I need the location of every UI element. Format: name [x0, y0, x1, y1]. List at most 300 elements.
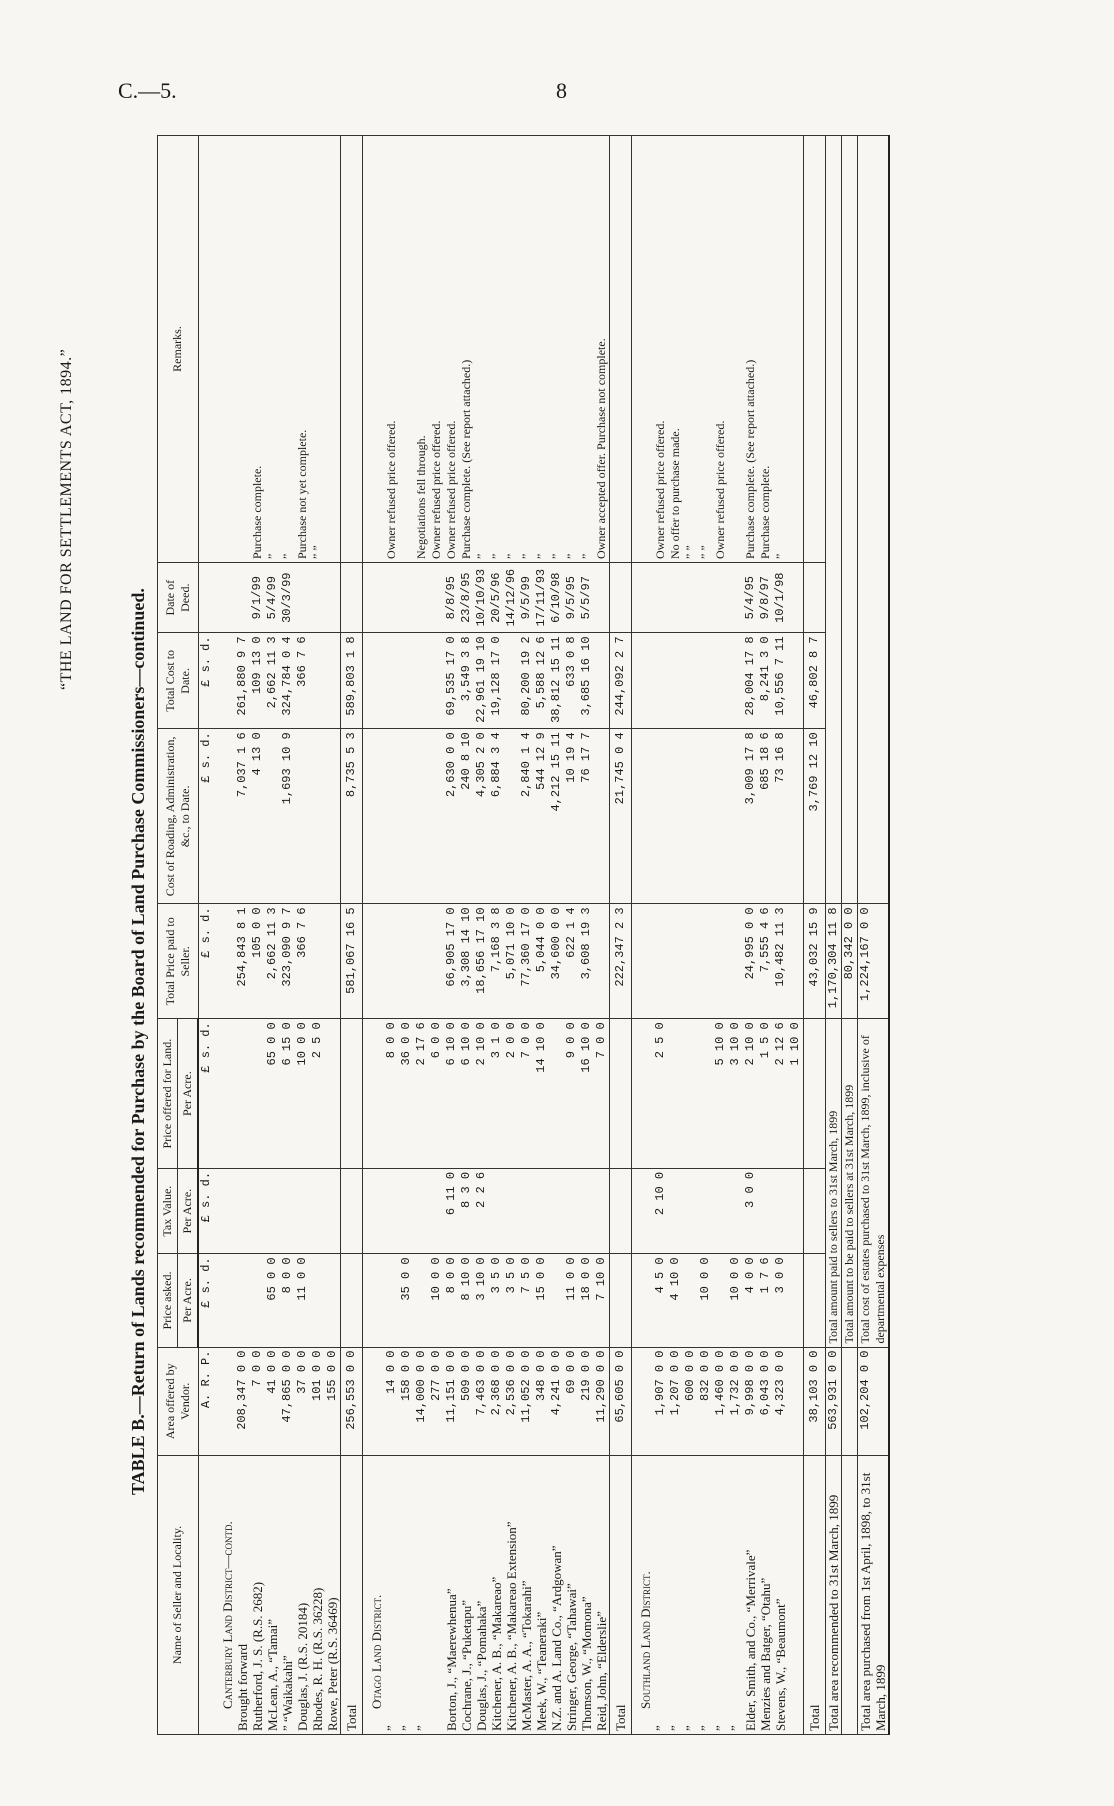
- total-price-cell: [325, 904, 341, 1019]
- price-asked-cell: [549, 1254, 564, 1347]
- date-deed-cell: 10/10/93: [474, 563, 489, 633]
- total-cost-cell: 366 7 6: [295, 633, 310, 729]
- total-cost-cell: [594, 633, 610, 729]
- act-title: “THE LAND FOR SETTLEMENTS ACT, 1894.”: [58, 348, 75, 690]
- tax-value-cell: [594, 1168, 610, 1253]
- price-offered-cell: 36 0 0: [399, 1019, 414, 1169]
- total-row: [341, 136, 363, 1735]
- tax-value-cell: [384, 1168, 399, 1253]
- total-price-cell: [384, 904, 399, 1019]
- seller-name: N.Z. and A. Land Co., “Ardgowan”: [549, 1456, 564, 1735]
- area-cell: 1,732 0 0: [728, 1347, 743, 1455]
- price-asked-cell: 18 0 0: [579, 1254, 594, 1347]
- price-offered-cell: 6 10 0: [459, 1019, 474, 1169]
- date-deed-cell: 6/10/98: [549, 563, 564, 633]
- area-cell: 1,907 0 0: [653, 1347, 668, 1455]
- total-price-cell: 222,347 2 3: [610, 904, 632, 1019]
- total-price-cell: [698, 904, 713, 1019]
- cost-roading-cell: [265, 729, 280, 904]
- price-offered-cell: 2 0 0: [504, 1019, 519, 1169]
- date-deed-cell: 17/11/93: [534, 563, 549, 633]
- table-row: [310, 136, 325, 1735]
- seller-name: ” “Waikakahi”: [280, 1456, 295, 1735]
- total-cost-cell: 589,803 1 8: [341, 633, 363, 729]
- date-deed-cell: 23/8/95: [459, 563, 474, 633]
- seller-name: Borton, J., “Maerewhenua”: [444, 1456, 459, 1735]
- price-asked-cell: 8 0 0: [444, 1254, 459, 1347]
- total-price-cell: 366 7 6: [295, 904, 310, 1019]
- area-cell: [214, 1347, 235, 1455]
- seller-name: Elder, Smith, and Co., “Merrivale”: [743, 1456, 758, 1735]
- col-date-deed: Date of Deed.: [158, 563, 199, 633]
- table-row: [474, 136, 489, 1735]
- tax-value-cell: 2 10 0: [653, 1168, 668, 1253]
- total-cost-cell: 3,549 3 8: [459, 633, 474, 729]
- total-cost-cell: [214, 633, 235, 729]
- seller-name: ”: [713, 1456, 728, 1735]
- area-cell: 7 0 0: [250, 1347, 265, 1455]
- price-asked-cell: 7 5 0: [519, 1254, 534, 1347]
- table-row: [773, 136, 788, 1735]
- remarks-cell: Owner accepted offer. Purchase not complete.: [594, 136, 610, 563]
- price-asked-cell: [214, 1254, 235, 1347]
- grand-total-area: [842, 1347, 858, 1455]
- price-asked-cell: [788, 1254, 804, 1347]
- table-row: [594, 136, 610, 1735]
- price-offered-cell: 14 10 0: [534, 1019, 549, 1169]
- remarks-cell: ”: [549, 136, 564, 563]
- tax-value-cell: [265, 1168, 280, 1253]
- tax-value-cell: [713, 1168, 728, 1253]
- seller-name: Kitchener, A. B., “Makareao”: [489, 1456, 504, 1735]
- tax-value-cell: [341, 1168, 363, 1253]
- price-asked-cell: 4 10 0: [668, 1254, 683, 1347]
- total-price-cell: [668, 904, 683, 1019]
- table-row: [698, 136, 713, 1735]
- table-row: [295, 136, 310, 1735]
- price-asked-cell: 8 10 0: [459, 1254, 474, 1347]
- table-row: [459, 136, 474, 1735]
- grand-total-value: 1,170,304 11 8: [826, 904, 842, 1019]
- unit-money: £ s. d.: [198, 904, 214, 1019]
- cost-roading-cell: [698, 729, 713, 904]
- cost-roading-cell: 10 19 4: [564, 729, 579, 904]
- cost-roading-cell: [728, 729, 743, 904]
- unit-money: £ s. d.: [198, 1254, 214, 1347]
- price-offered-cell: 9 0 0: [564, 1019, 579, 1169]
- area-cell: 600 0 0: [683, 1347, 698, 1455]
- remarks-cell: Purchase complete. (See report attached.): [743, 136, 758, 563]
- tax-value-cell: [399, 1168, 414, 1253]
- price-asked-cell: [363, 1254, 385, 1347]
- total-price-cell: [429, 904, 444, 1019]
- seller-name: Kitchener, A. B., “Makareao Extension”: [504, 1456, 519, 1735]
- total-price-cell: [310, 904, 325, 1019]
- remarks-cell: Owner refused price offered.: [444, 136, 459, 563]
- total-price-cell: 3,308 14 10: [459, 904, 474, 1019]
- price-asked-cell: [235, 1254, 250, 1347]
- area-cell: 41 0 0: [265, 1347, 280, 1455]
- total-price-cell: 254,843 8 1: [235, 904, 250, 1019]
- price-asked-cell: [310, 1254, 325, 1347]
- col-total-price: Total Price paid to Seller.: [158, 904, 199, 1019]
- date-deed-cell: [235, 563, 250, 633]
- grand-total-value: 1,224,167 0 0: [858, 904, 890, 1019]
- total-price-cell: [728, 904, 743, 1019]
- tax-value-cell: [295, 1168, 310, 1253]
- date-deed-cell: [683, 563, 698, 633]
- date-deed-cell: [594, 563, 610, 633]
- cost-roading-cell: 76 17 7: [579, 729, 594, 904]
- empty-cell: [858, 136, 890, 904]
- cost-roading-cell: 3,009 17 8: [743, 729, 758, 904]
- seller-name: McLean, A., “Tamai”: [265, 1456, 280, 1735]
- col-per-acre: Per Acre.: [178, 1019, 199, 1169]
- total-price-cell: 7,168 3 8: [489, 904, 504, 1019]
- area-cell: 101 0 0: [310, 1347, 325, 1455]
- return-table: [157, 135, 890, 1735]
- area-cell: 208,347 0 0: [235, 1347, 250, 1455]
- price-asked-cell: [632, 1254, 654, 1347]
- area-cell: 14 0 0: [384, 1347, 399, 1455]
- remarks-cell: [363, 136, 385, 563]
- total-cost-cell: [713, 633, 728, 729]
- district-heading-row: [363, 136, 385, 1735]
- area-cell: 11,151 0 0: [444, 1347, 459, 1455]
- remarks-cell: [804, 136, 826, 563]
- tax-value-cell: [632, 1168, 654, 1253]
- total-cost-cell: 244,092 2 7: [610, 633, 632, 729]
- date-deed-cell: [414, 563, 429, 633]
- total-cost-cell: 19,128 17 0: [489, 633, 504, 729]
- tax-value-cell: [250, 1168, 265, 1253]
- total-cost-cell: 109 13 0: [250, 633, 265, 729]
- remarks-cell: ”: [265, 136, 280, 563]
- table-row: [325, 136, 341, 1735]
- date-deed-cell: [788, 563, 804, 633]
- cost-roading-cell: [325, 729, 341, 904]
- price-offered-cell: [250, 1019, 265, 1169]
- col-price-asked: Price asked.: [158, 1254, 178, 1347]
- price-asked-cell: 3 5 0: [504, 1254, 519, 1347]
- remarks-cell: ”: [504, 136, 519, 563]
- price-asked-cell: [325, 1254, 341, 1347]
- price-offered-cell: 1 10 0: [788, 1019, 804, 1169]
- cost-roading-cell: 21,745 0 4: [610, 729, 632, 904]
- cost-roading-cell: [668, 729, 683, 904]
- total-cost-cell: [325, 633, 341, 729]
- area-cell: 14,000 0 0: [414, 1347, 429, 1455]
- total-price-cell: [363, 904, 385, 1019]
- cost-roading-cell: 240 8 10: [459, 729, 474, 904]
- seller-name: Canterbury Land District—contd.: [214, 1456, 235, 1735]
- grand-total-label: [842, 1456, 858, 1735]
- cost-roading-cell: [295, 729, 310, 904]
- seller-name: Total: [341, 1456, 363, 1735]
- cost-roading-cell: [683, 729, 698, 904]
- price-asked-cell: [414, 1254, 429, 1347]
- total-cost-cell: [683, 633, 698, 729]
- area-cell: 277 0 0: [429, 1347, 444, 1455]
- seller-name: ”: [728, 1456, 743, 1735]
- area-cell: 6,043 0 0: [758, 1347, 773, 1455]
- grand-total-label: Total area purchased from 1st April, 1898, to 31st March, 1899: [858, 1456, 890, 1735]
- date-deed-cell: 9/8/97: [758, 563, 773, 633]
- area-cell: [363, 1347, 385, 1455]
- remarks-cell: ” ”: [310, 136, 325, 563]
- tax-value-cell: 3 0 0: [743, 1168, 758, 1253]
- price-asked-cell: 3 10 0: [474, 1254, 489, 1347]
- date-deed-cell: [295, 563, 310, 633]
- seller-name: ”: [668, 1456, 683, 1735]
- grand-total-description: Total cost of estates purchased to 31st March, 1899, inclusive of departmental expenses: [858, 1019, 890, 1347]
- table-row: [564, 136, 579, 1735]
- area-cell: 11,052 0 0: [519, 1347, 534, 1455]
- empty-cell: [826, 136, 842, 904]
- area-cell: 348 0 0: [534, 1347, 549, 1455]
- tax-value-cell: [804, 1168, 826, 1253]
- tax-value-cell: [758, 1168, 773, 1253]
- seller-name: Total: [804, 1456, 826, 1735]
- cost-roading-cell: 685 18 6: [758, 729, 773, 904]
- price-offered-cell: [683, 1019, 698, 1169]
- cost-roading-cell: [788, 729, 804, 904]
- remarks-cell: Owner refused price offered.: [429, 136, 444, 563]
- tax-value-cell: [579, 1168, 594, 1253]
- cost-roading-cell: [384, 729, 399, 904]
- grand-total-description: Total amount to be paid to sellers at 31st March, 1899: [842, 1019, 858, 1347]
- tax-value-cell: [698, 1168, 713, 1253]
- remarks-cell: [788, 136, 804, 563]
- seller-name: Southland Land District.: [632, 1456, 654, 1735]
- grand-total-row: [826, 136, 842, 1735]
- price-offered-cell: [698, 1019, 713, 1169]
- date-deed-cell: 20/5/96: [489, 563, 504, 633]
- area-cell: 38,103 0 0: [804, 1347, 826, 1455]
- price-offered-cell: 2 17 6: [414, 1019, 429, 1169]
- table-row: [265, 136, 280, 1735]
- cost-roading-cell: [363, 729, 385, 904]
- date-deed-cell: 10/1/98: [773, 563, 788, 633]
- tax-value-cell: [788, 1168, 804, 1253]
- remarks-cell: Purchase complete.: [758, 136, 773, 563]
- total-row: [804, 136, 826, 1735]
- total-cost-cell: [384, 633, 399, 729]
- total-price-cell: [653, 904, 668, 1019]
- area-cell: [788, 1347, 804, 1455]
- table-row: [414, 136, 429, 1735]
- price-offered-cell: 6 0 0: [429, 1019, 444, 1169]
- date-deed-cell: 9/5/95: [564, 563, 579, 633]
- table-row: [653, 136, 668, 1735]
- total-price-cell: 3,608 19 3: [579, 904, 594, 1019]
- remarks-cell: [214, 136, 235, 563]
- cost-roading-cell: [632, 729, 654, 904]
- col-name: Name of Seller and Locality.: [158, 1456, 199, 1735]
- total-price-cell: 105 0 0: [250, 904, 265, 1019]
- area-cell: 1,207 0 0: [668, 1347, 683, 1455]
- seller-name: Menzies and Batger, “Otahu”: [758, 1456, 773, 1735]
- price-asked-cell: 10 0 0: [728, 1254, 743, 1347]
- date-deed-cell: [325, 563, 341, 633]
- price-offered-cell: [632, 1019, 654, 1169]
- seller-name: Rutherford, J. S. (R.S. 2682): [250, 1456, 265, 1735]
- remarks-cell: ”: [474, 136, 489, 563]
- table-row: [250, 136, 265, 1735]
- price-offered-cell: 3 1 0: [489, 1019, 504, 1169]
- price-offered-cell: 7 0 0: [594, 1019, 610, 1169]
- date-deed-cell: [804, 563, 826, 633]
- grand-total-area: 102,204 0 0: [858, 1347, 890, 1455]
- area-cell: 9,998 0 0: [743, 1347, 758, 1455]
- price-offered-cell: [804, 1019, 826, 1169]
- seller-name: Total: [610, 1456, 632, 1735]
- remarks-cell: [632, 136, 654, 563]
- total-cost-cell: 22,961 19 10: [474, 633, 489, 729]
- seller-name: Reid, John, “Elderslie”: [594, 1456, 610, 1735]
- price-asked-cell: 65 0 0: [265, 1254, 280, 1347]
- total-cost-cell: [310, 633, 325, 729]
- total-price-cell: 43,032 15 9: [804, 904, 826, 1019]
- area-cell: 4,323 0 0: [773, 1347, 788, 1455]
- total-cost-cell: [414, 633, 429, 729]
- cost-roading-cell: [214, 729, 235, 904]
- remarks-cell: ” ”: [698, 136, 713, 563]
- seller-name: Douglas, J., “Pomahaka”: [474, 1456, 489, 1735]
- remarks-cell: [728, 136, 743, 563]
- total-cost-cell: 69,535 17 0: [444, 633, 459, 729]
- total-cost-cell: 8,241 3 0: [758, 633, 773, 729]
- tax-value-cell: [489, 1168, 504, 1253]
- total-cost-cell: [788, 633, 804, 729]
- tax-value-cell: [549, 1168, 564, 1253]
- cost-roading-cell: [653, 729, 668, 904]
- cost-roading-cell: [594, 729, 610, 904]
- total-cost-cell: 633 0 8: [564, 633, 579, 729]
- seller-name: Douglas, J. (R.S. 20184): [295, 1456, 310, 1735]
- tax-value-cell: [504, 1168, 519, 1253]
- remarks-cell: No offer to purchase made.: [668, 136, 683, 563]
- total-cost-cell: 324,784 0 4: [280, 633, 295, 729]
- total-price-cell: [632, 904, 654, 1019]
- remarks-cell: ” ”: [683, 136, 698, 563]
- date-deed-cell: [384, 563, 399, 633]
- remarks-cell: ”: [534, 136, 549, 563]
- seller-name: ”: [698, 1456, 713, 1735]
- area-cell: 2,368 0 0: [489, 1347, 504, 1455]
- price-asked-cell: 8 0 0: [280, 1254, 295, 1347]
- total-cost-cell: 5,588 12 6: [534, 633, 549, 729]
- table-row: [579, 136, 594, 1735]
- col-per-acre: Per Acre.: [178, 1168, 199, 1253]
- seller-name: Thomson, W., “Momona”: [579, 1456, 594, 1735]
- table-body: [198, 136, 889, 1735]
- tax-value-cell: [519, 1168, 534, 1253]
- total-price-cell: 10,482 11 3: [773, 904, 788, 1019]
- total-price-cell: [414, 904, 429, 1019]
- cost-roading-cell: 6,884 3 4: [489, 729, 504, 904]
- remarks-cell: Owner refused price offered.: [384, 136, 399, 563]
- remarks-cell: [341, 136, 363, 563]
- table-row: [668, 136, 683, 1735]
- grand-total-value: 80,342 0 0: [842, 904, 858, 1019]
- cost-roading-cell: [310, 729, 325, 904]
- table-row: [429, 136, 444, 1735]
- table-row: [788, 136, 804, 1735]
- table-row: [384, 136, 399, 1735]
- seller-name: Brought forward: [235, 1456, 250, 1735]
- area-cell: 256,553 0 0: [341, 1347, 363, 1455]
- price-offered-cell: 6 10 0: [444, 1019, 459, 1169]
- price-offered-cell: 7 0 0: [519, 1019, 534, 1169]
- area-cell: 7,463 0 0: [474, 1347, 489, 1455]
- table-row: [549, 136, 564, 1735]
- remarks-cell: Purchase complete.: [250, 136, 265, 563]
- date-deed-cell: [632, 563, 654, 633]
- price-asked-cell: 4 5 0: [653, 1254, 668, 1347]
- remarks-cell: [325, 136, 341, 563]
- price-asked-cell: 3 5 0: [489, 1254, 504, 1347]
- total-cost-cell: 38,812 15 11: [549, 633, 564, 729]
- table-row: [399, 136, 414, 1735]
- page-number: 8: [556, 78, 567, 103]
- cost-roading-cell: [399, 729, 414, 904]
- empty-cell: [842, 136, 858, 904]
- remarks-cell: Negotiations fell through.: [414, 136, 429, 563]
- price-offered-cell: [363, 1019, 385, 1169]
- area-cell: 832 0 0: [698, 1347, 713, 1455]
- total-price-cell: 622 1 4: [564, 904, 579, 1019]
- date-deed-cell: [610, 563, 632, 633]
- unit-money: £ s. d.: [198, 729, 214, 904]
- date-deed-cell: 9/5/99: [519, 563, 534, 633]
- total-price-cell: 5,044 0 0: [534, 904, 549, 1019]
- price-asked-cell: [713, 1254, 728, 1347]
- seller-name: ”: [399, 1456, 414, 1735]
- total-price-cell: 5,071 10 0: [504, 904, 519, 1019]
- price-asked-cell: [341, 1254, 363, 1347]
- tax-value-cell: [773, 1168, 788, 1253]
- remarks-cell: ”: [773, 136, 788, 563]
- tax-value-cell: [414, 1168, 429, 1253]
- price-asked-cell: [384, 1254, 399, 1347]
- tax-value-cell: [534, 1168, 549, 1253]
- remarks-cell: ”: [280, 136, 295, 563]
- remarks-cell: Owner refused price offered.: [653, 136, 668, 563]
- remarks-cell: ”: [564, 136, 579, 563]
- table-row: [534, 136, 549, 1735]
- seller-name: Cochrane, J., “Puketapu”: [459, 1456, 474, 1735]
- date-deed-cell: [429, 563, 444, 633]
- total-cost-cell: 2,662 11 3: [265, 633, 280, 729]
- tax-value-cell: [235, 1168, 250, 1253]
- rotated-table-wrapper: [128, 135, 1058, 1735]
- date-deed-cell: [653, 563, 668, 633]
- price-asked-cell: 11 0 0: [295, 1254, 310, 1347]
- tax-value-cell: [214, 1168, 235, 1253]
- total-price-cell: 24,995 0 0: [743, 904, 758, 1019]
- total-cost-cell: [399, 633, 414, 729]
- remarks-cell: ”: [519, 136, 534, 563]
- table-title: TABLE B.—Return of Lands recommended for Purchase by the Board of Land Purchase Commissioners—continued.: [128, 588, 148, 1495]
- area-cell: [632, 1347, 654, 1455]
- remarks-cell: ”: [489, 136, 504, 563]
- total-price-cell: [399, 904, 414, 1019]
- date-deed-cell: 8/8/95: [444, 563, 459, 633]
- price-offered-cell: 10 0 0: [295, 1019, 310, 1169]
- grand-total-description: Total amount paid to sellers to 31st March, 1899: [826, 1019, 842, 1347]
- total-price-cell: [214, 904, 235, 1019]
